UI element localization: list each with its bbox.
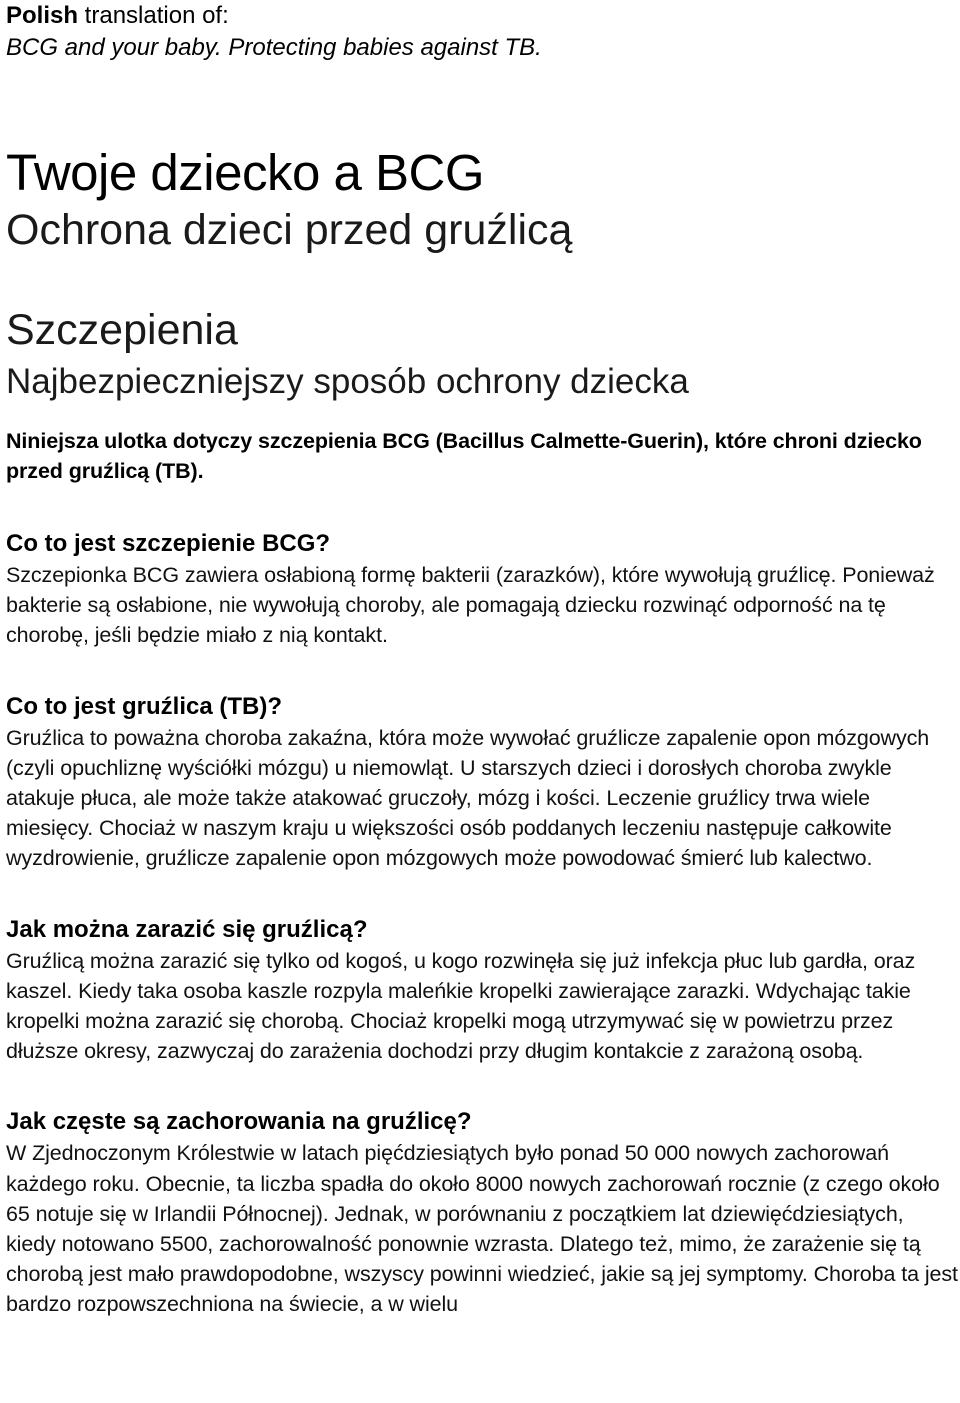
translation-note bbox=[6, 0, 958, 32]
vaccination-subheading: Najbezpieczniejszy sposób ochrony dziecka bbox=[6, 362, 689, 401]
section-heading-tb: Co to jest gruźlica (TB)? bbox=[6, 692, 282, 720]
leaflet-title: Twoje dziecko a BCG bbox=[6, 144, 485, 201]
section-text-bcg: Szczepionka BCG zawiera osłabioną formę bakterii (zarazków), które wywołują gruźlicę. Ponieważ bakterie są osłabione, nie wywołują choroby, ale pomagają dziecku rozwinąć odporność na tę chorobę, jeśli będzie miało z nią kontakt. bbox=[6, 563, 935, 648]
translation-language: Polish bbox=[6, 2, 79, 29]
section-heading-infection: Jak można zarazić się gruźlicą? bbox=[6, 915, 368, 943]
leaflet-subtitle: Ochrona dzieci przed gruźlicą bbox=[6, 206, 573, 254]
section-heading-bcg: Co to jest szczepienie BCG? bbox=[6, 530, 331, 557]
section-text-infection: Gruźlicą można zarazić się tylko od kogoś, u kogo rozwinęła się już infekcja płuc lub gardła, oraz kaszel. Kiedy taka osoba kaszle rozpyla maleńkie kropelki zawierające zarazki. Wdychając takie kropelki można zarazić się chorobą. Chociaż kropelki mogą utrzymywać się w powietrzu przez dłuższe okresy, zazwyczaj do zarażenia dochodzi przy długim kontakcie z zarażoną osobą. bbox=[6, 948, 916, 1064]
translation-note-rest: translation of: bbox=[78, 2, 229, 29]
document-page bbox=[6, 0, 958, 1320]
section-text-tb: Gruźlica to poważna choroba zakaźna, która może wywołać gruźlicze zapalenie opon mózgowych (czyli opuchliznę wyściółki mózgu) u niemowląt. U starszych dzieci i dorosłych choroba zwykle atakuje płuca, ale może także atakować gruczoły, mózg i kości. Leczenie gruźlicy trwa wiele miesięcy. Chociaż w naszym kraju u większości osób poddanych leczeniu następuje całkowite wyzdrowienie, gruźlicze zapalenie opon mózgowych może powodować śmierć lub kalectwo. bbox=[6, 725, 930, 871]
section-text-frequency: W Zjednoczonym Królestwie w latach pięćdziesiątych było ponad 50 000 nowych zachorowań każdego roku. Obecnie, ta liczba spadła do około 8000 nowych zachorowań rocznie (z czego około 65 notuje się w Irlandii Północnej). Jednak, w porównaniu z początkiem lat dziewięćdziesiątych, kiedy notowano 5500, zachorowalność ponownie wzrasta. Dlatego też, mimo, że zarażenie się tą chorobą jest mało prawdopodobne, wszyscy powinni wiedzieć, jakie są jej symptomy. Choroba ta jest bardzo rozpowszechniona na świecie, a w wielu bbox=[6, 1141, 958, 1317]
english-original-title: BCG and your baby. Protecting babies against TB. bbox=[6, 34, 542, 61]
section-heading-frequency: Jak częste są zachorowania na gruźlicę? bbox=[6, 1108, 472, 1136]
intro-paragraph: Niniejsza ulotka dotyczy szczepienia BCG (Bacillus Calmette-Guerin), które chroni dziecko przed gruźlicą (TB). bbox=[6, 429, 922, 483]
vaccination-heading: Szczepienia bbox=[6, 306, 238, 354]
